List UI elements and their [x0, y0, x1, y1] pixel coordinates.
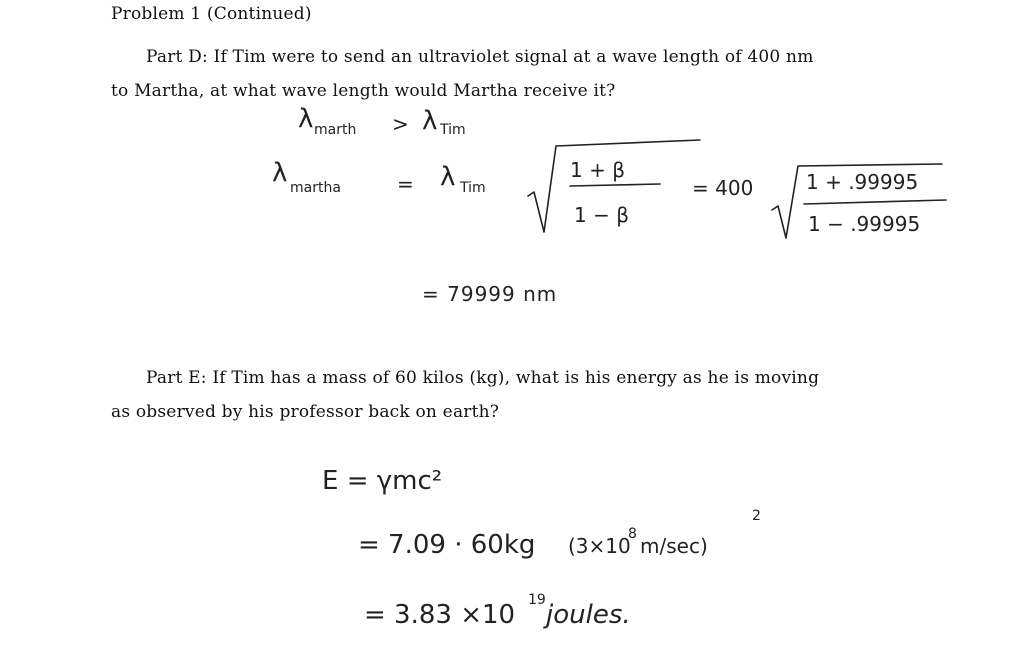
fraction-bar: [570, 184, 660, 186]
part-e-question-line-2: as observed by his professor back on earth?: [111, 402, 500, 422]
lambda-symbol: λ: [440, 162, 456, 192]
exponent-2: 2: [752, 508, 761, 524]
part-d-question-line-1: Part D: If Tim were to send an ultraviolet signal at a wave length of 400 nm: [146, 47, 814, 67]
numeric-fraction-denominator: 1 − .99995: [808, 212, 921, 236]
part-d-result: = 79999 nm: [422, 282, 558, 306]
lambda-symbol: λ: [272, 158, 288, 188]
equals-sign: =: [397, 172, 414, 196]
subscript-martha: marth: [314, 122, 357, 138]
subscript-tim: Tim: [440, 122, 466, 138]
fraction-bar: [804, 200, 946, 204]
exponent-8: 8: [628, 526, 637, 542]
fraction-numerator: 1 + β: [570, 158, 625, 182]
lambda-symbol: λ: [422, 106, 438, 136]
energy-result: = 3.83 ×10: [364, 600, 516, 630]
part-e-question-line-1: Part E: If Tim has a mass of 60 kilos (kg), what is his energy as he is moving: [146, 368, 820, 388]
equals-400: = 400: [692, 176, 754, 200]
subscript-tim: Tim: [460, 180, 486, 196]
energy-unit-joules: joules.: [546, 600, 631, 630]
subscript-martha: martha: [290, 180, 341, 196]
numeric-fraction-numerator: 1 + .99995: [806, 170, 919, 194]
speed-of-light-term: (3×10: [568, 534, 631, 558]
energy-formula: E = γmc²: [322, 466, 443, 496]
part-d-question-line-2: to Martha, at what wave length would Martha receive it?: [111, 81, 616, 101]
lambda-symbol: λ: [298, 104, 314, 134]
energy-substitution: = 7.09 · 60kg: [358, 530, 536, 560]
page-heading: Problem 1 (Continued): [111, 4, 312, 24]
velocity-unit: m/sec): [640, 534, 708, 558]
square-root-symbol: [528, 140, 700, 232]
greater-than-sign: >: [392, 112, 409, 136]
exponent-19: 19: [528, 592, 546, 608]
fraction-denominator: 1 − β: [574, 203, 629, 227]
